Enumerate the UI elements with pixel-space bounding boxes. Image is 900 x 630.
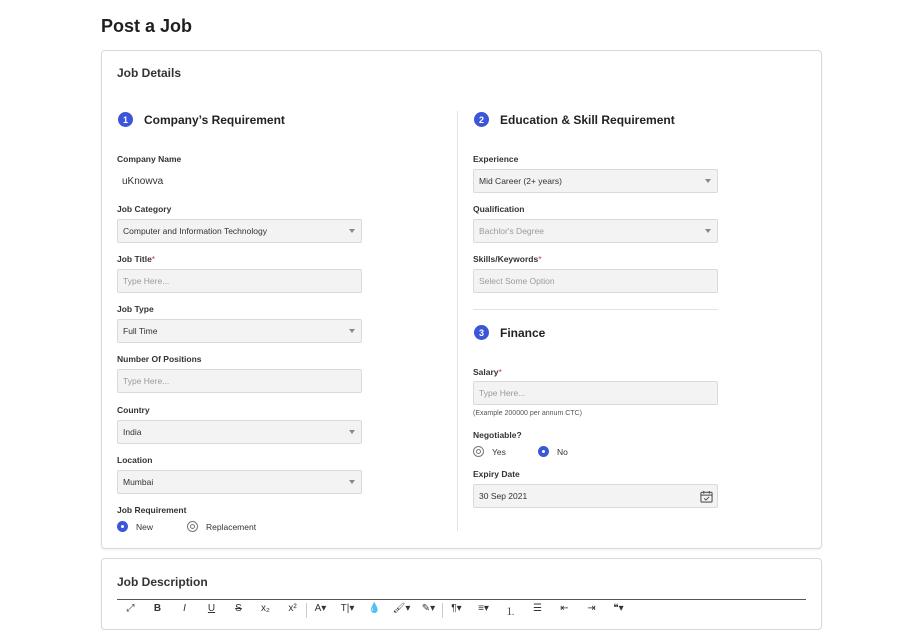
unordered-list-icon[interactable]: ☰	[533, 603, 542, 614]
paragraph-icon[interactable]: ¶▾	[451, 603, 462, 614]
radio-selected-icon[interactable]	[538, 446, 549, 457]
quote-icon[interactable]: ❝▾	[613, 603, 624, 614]
column-divider	[457, 111, 458, 531]
salary-input[interactable]	[473, 381, 718, 405]
job-title-placeholder: Type Here...	[123, 276, 170, 286]
country-select[interactable]	[117, 420, 362, 444]
salary-hint: (Example 200000 per annum CTC)	[473, 410, 582, 417]
skills-placeholder: Select Some Option	[479, 276, 555, 286]
font-icon[interactable]: A▾	[314, 603, 327, 614]
job-title-label	[117, 254, 155, 264]
education-section-heading	[474, 112, 675, 127]
requirement-new-option[interactable]	[117, 521, 153, 532]
section-number-badge: 2	[474, 112, 489, 127]
section-divider	[473, 309, 718, 310]
job-title-label-text: Job Title	[117, 254, 152, 264]
radio-unselected-icon[interactable]	[473, 446, 484, 457]
calendar-icon[interactable]	[700, 490, 713, 503]
location-value: Mumbai	[123, 477, 154, 487]
qualification-value: Bachlor's Degree	[479, 226, 544, 236]
required-mark: *	[498, 367, 502, 377]
chevron-down-icon	[349, 229, 355, 233]
positions-label: Number Of Positions	[117, 354, 202, 364]
positions-placeholder: Type Here...	[123, 376, 170, 386]
ordered-list-icon[interactable]: ⒈	[505, 607, 516, 618]
expiry-date-input[interactable]	[473, 484, 718, 508]
job-type-select[interactable]	[117, 319, 362, 343]
experience-value: Mid Career (2+ years)	[479, 176, 562, 186]
company-section-title: Company’s Requirement	[144, 112, 285, 127]
experience-select[interactable]	[473, 169, 718, 193]
negotiable-label: Negotiable?	[473, 430, 522, 440]
job-details-card	[101, 50, 822, 549]
chevron-down-icon	[349, 430, 355, 434]
required-mark: *	[151, 254, 156, 264]
company-name-text: uKnowva	[122, 175, 164, 187]
company-name-value	[117, 169, 362, 193]
page-title: Post a Job	[101, 16, 193, 36]
company-section-heading	[118, 112, 285, 127]
job-category-label: Job Category	[117, 204, 172, 214]
chevron-down-icon	[349, 480, 355, 484]
bold-icon[interactable]: B	[153, 603, 162, 614]
job-description-title: Job Description	[117, 575, 208, 589]
editor-toolbar-divider	[117, 599, 806, 600]
italic-icon[interactable]: I	[183, 603, 186, 614]
salary-placeholder: Type Here...	[479, 388, 526, 398]
skills-label-text: Skills/Keywords	[473, 254, 539, 264]
job-category-select[interactable]	[117, 219, 362, 243]
radio-selected-icon[interactable]	[117, 521, 128, 532]
section-number-badge: 3	[474, 325, 489, 340]
experience-label: Experience	[473, 154, 519, 164]
skills-label	[473, 254, 542, 264]
skills-multiselect[interactable]	[473, 269, 718, 293]
superscript-icon[interactable]: x²	[279, 603, 307, 618]
indent-icon[interactable]: ⇥	[587, 603, 596, 614]
salary-label	[473, 367, 502, 377]
eraser-icon[interactable]: ✎▾	[415, 603, 443, 618]
align-icon[interactable]: ≡▾	[478, 603, 489, 614]
negotiable-yes-label: Yes	[492, 446, 506, 457]
subscript-icon[interactable]: x₂	[261, 603, 270, 614]
country-value: India	[123, 427, 142, 437]
salary-label-text: Salary	[473, 367, 499, 377]
finance-section-title: Finance	[500, 325, 546, 340]
qualification-label: Qualification	[473, 204, 525, 214]
expiry-date-value: 30 Sep 2021	[479, 491, 528, 501]
chevron-down-icon	[705, 229, 711, 233]
requirement-replacement-label: Replacement	[206, 521, 257, 532]
job-title-input[interactable]	[117, 269, 362, 293]
positions-input[interactable]	[117, 369, 362, 393]
paint-brush-icon[interactable]: 🖌▾	[392, 603, 411, 614]
underline-icon[interactable]: U	[207, 603, 216, 614]
strikethrough-icon[interactable]: S	[235, 603, 242, 614]
location-label: Location	[117, 455, 153, 465]
negotiable-no-label: No	[557, 446, 568, 457]
radio-unselected-icon[interactable]	[187, 521, 198, 532]
company-name-label: Company Name	[117, 154, 182, 164]
qualification-select[interactable]	[473, 219, 718, 243]
text-color-icon[interactable]: 💧	[368, 603, 381, 614]
requirement-new-label: New	[136, 521, 154, 532]
job-description-card	[101, 558, 822, 630]
requirement-replacement-option[interactable]	[187, 521, 256, 532]
job-type-value: Full Time	[123, 326, 158, 336]
fullscreen-icon[interactable]: ⤢	[126, 603, 135, 614]
education-section-title: Education & Skill Requirement	[500, 112, 675, 127]
required-mark: *	[538, 254, 542, 264]
outdent-icon[interactable]: ⇤	[560, 603, 569, 614]
chevron-down-icon	[705, 179, 711, 183]
font-size-icon[interactable]: T|▾	[340, 603, 355, 614]
expiry-date-label: Expiry Date	[473, 469, 520, 479]
negotiable-yes-option[interactable]	[473, 446, 506, 457]
location-select[interactable]	[117, 470, 362, 494]
negotiable-no-option[interactable]	[538, 446, 568, 457]
job-details-title: Job Details	[117, 66, 182, 80]
country-label: Country	[117, 405, 150, 415]
job-type-label: Job Type	[117, 304, 154, 314]
job-category-value: Computer and Information Technology	[123, 226, 267, 236]
job-requirement-label: Job Requirement	[117, 505, 187, 515]
chevron-down-icon	[349, 329, 355, 333]
finance-section-heading	[474, 325, 545, 340]
section-number-badge: 1	[118, 112, 133, 127]
